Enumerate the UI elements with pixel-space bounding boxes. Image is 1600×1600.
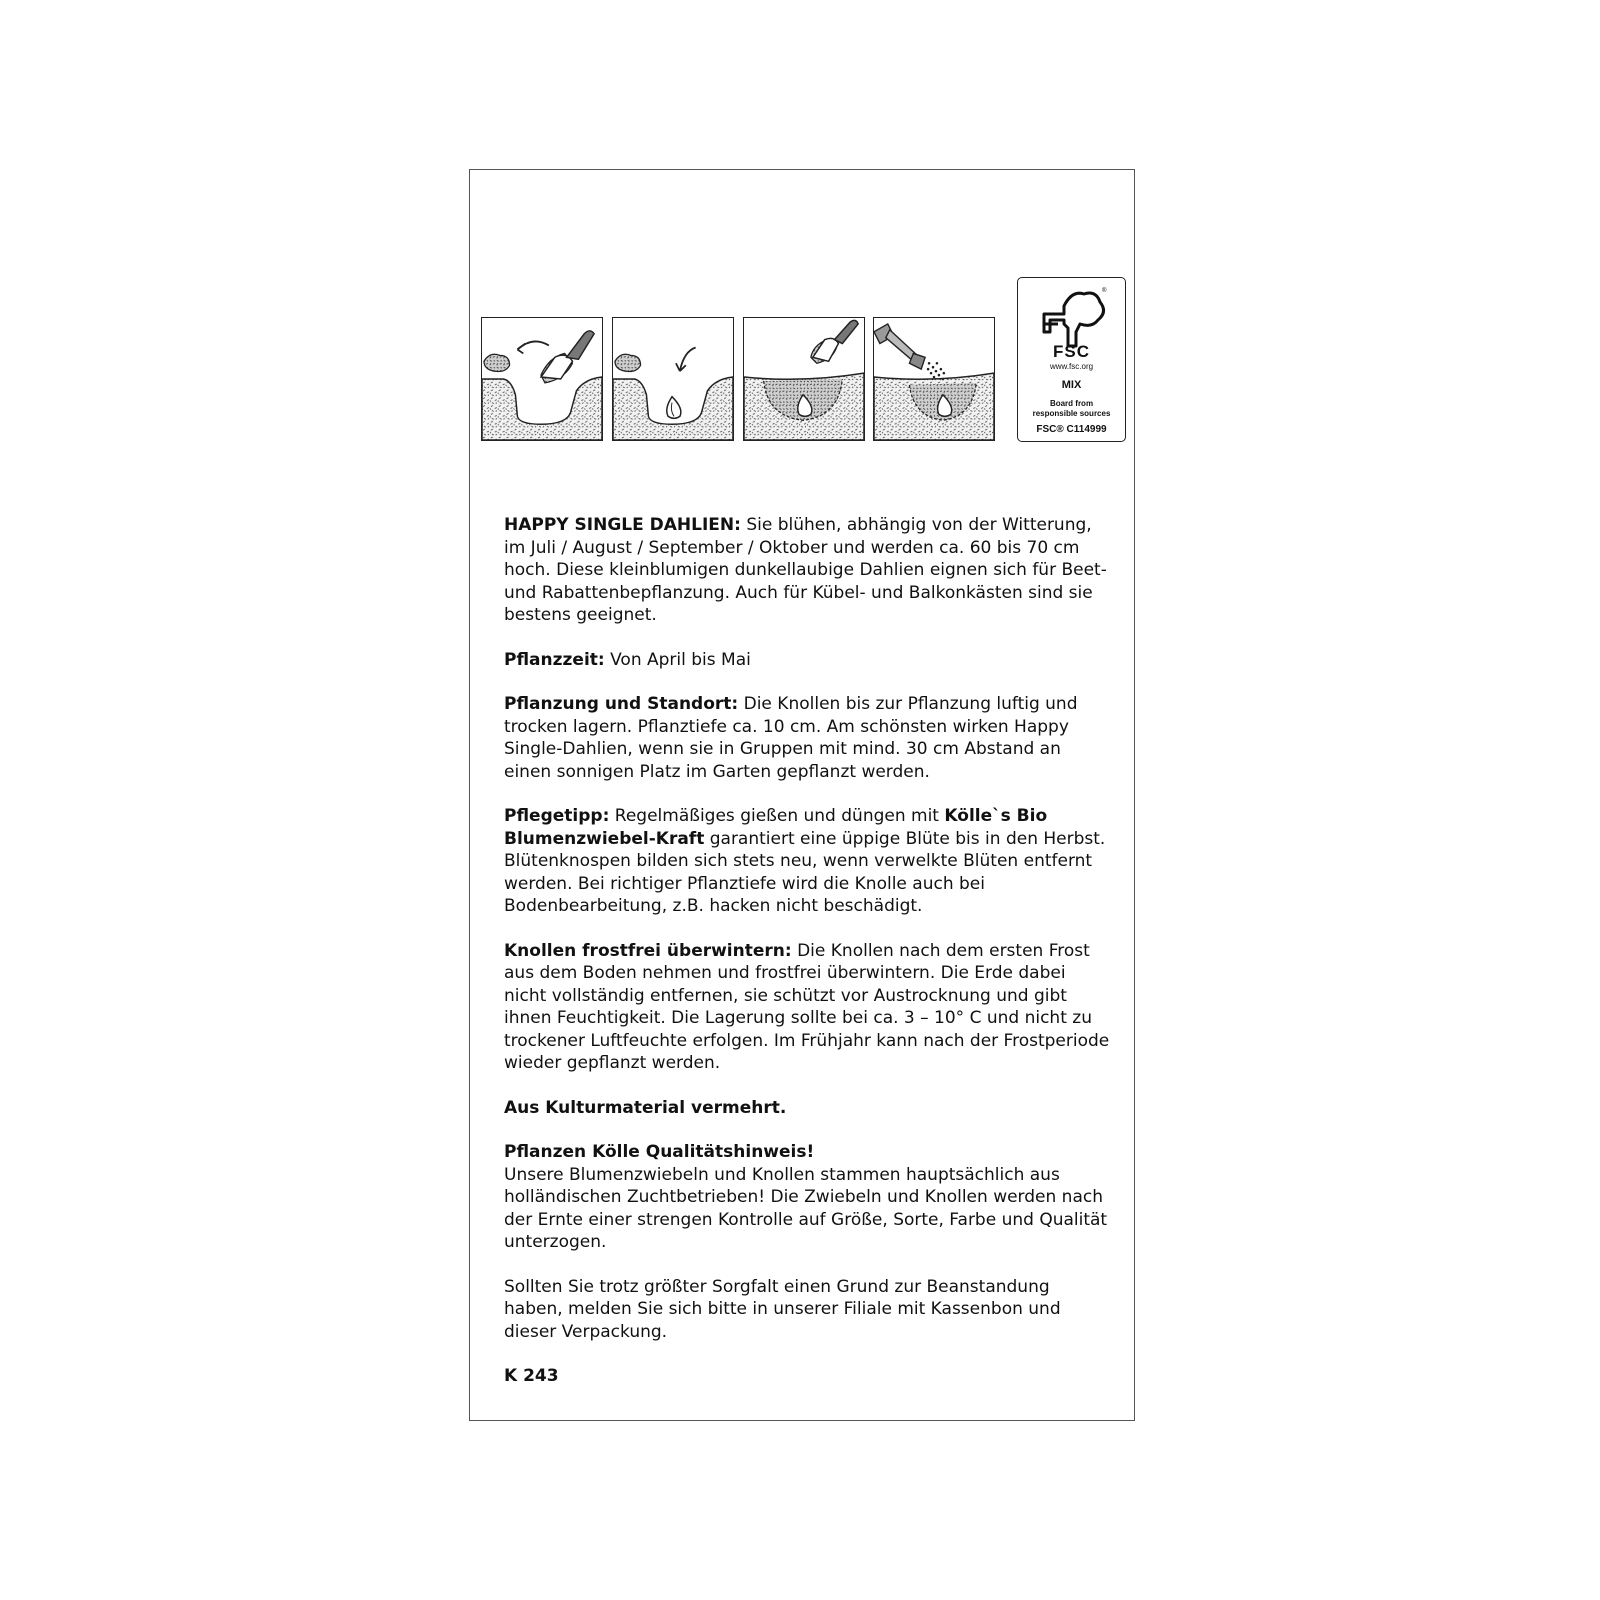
intro-paragraph: HAPPY SINGLE DAHLIEN: Sie blühen, abhängig von der Witterung, im Juli / August / September / Oktober und werden ca. 60 bis 70 cm hoch. Diese kleinblumigen dunkellaubige Dahlien eignen sich für Beet- und Rabattenbepflanzung. Auch für Kübel- und Balkonkästen sind sie bestens geeignet. [504, 515, 1107, 625]
location-paragraph: Pflanzung und Standort: Die Knollen bis zur Pflanzung luftig und trocken lagern. Pflanztiefe ca. 10 cm. Am schönsten wirken Happy Single-Dahlien, wenn sie in Gruppen mit mind. 30 cm Abstand an einen sonnigen Platz im Garten gepflanzt werden. [504, 694, 1078, 782]
care-paragraph: Pflegetipp: Regelmäßiges gießen und düngen mit Kölle`s Bio Blumenzwiebel-Kraft garantiert eine üppige Blüte bis in den Herbst. Blütenknospen bilden sich stets neu, wenn verwelkte Blüten entfernt werden. Bei richtiger Pflanztiefe wird die Knolle auch bei Bodenbearbeitung, z.B. hacken nicht beschädigt. [504, 806, 1106, 916]
cover-soil-icon [743, 317, 865, 441]
fsc-url: www.fsc.org [1049, 362, 1094, 371]
dig-hole-trowel-icon [481, 317, 603, 441]
package-back-label [469, 169, 1135, 1421]
description-text [504, 514, 1110, 1410]
fsc-license: FSC® C114999 [1036, 424, 1107, 435]
fsc-mix-label: MIX [1061, 379, 1082, 391]
planting-time-paragraph: Pflanzzeit: Von April bis Mai [504, 649, 751, 670]
fsc-logo [1017, 277, 1126, 442]
culture-note: Aus Kulturmaterial vermehrt. [504, 1097, 787, 1118]
place-tuber-icon [612, 317, 734, 441]
water-can-icon [873, 317, 995, 441]
fsc-board-label: Board from responsible sources [1032, 399, 1111, 418]
winter-paragraph: Knollen frostfrei überwintern: Die Knollen nach dem ersten Frost aus dem Boden nehmen und frostfrei überwintern. Die Erde dabei nicht vollständig entfernen, sie schützt vor Austrocknung und gibt ihnen Feuchtigkeit. Die Lagerung sollte bei ca. 3 – 10° C und nicht zu trockener Luftfeuchte erfolgen. Im Frühjahr kann nach der Frostperiode wieder gepflanzt werden. [504, 940, 1110, 1073]
quality-paragraph: Pflanzen Kölle Qualitätshinweis! Unsere Blumenzwiebeln und Knollen stammen hauptsächlich aus holländischen Zuchtbetrieben! Die Zwiebeln und Knollen werden nach der Ernte einer strengen Kontrolle auf Größe, Sorte, Farbe und Qualität unterzogen. [504, 1142, 1108, 1252]
article-code: K 243 [504, 1366, 559, 1386]
complaint-paragraph: Sollten Sie trotz größter Sorgfalt einen Grund zur Beanstandung haben, melden Sie sich bitte in unserer Filiale mit Kassenbon und dieser Verpackung. [504, 1276, 1061, 1342]
fsc-wordmark: FSC [1053, 342, 1090, 361]
svg-text:®: ® [1102, 288, 1107, 294]
